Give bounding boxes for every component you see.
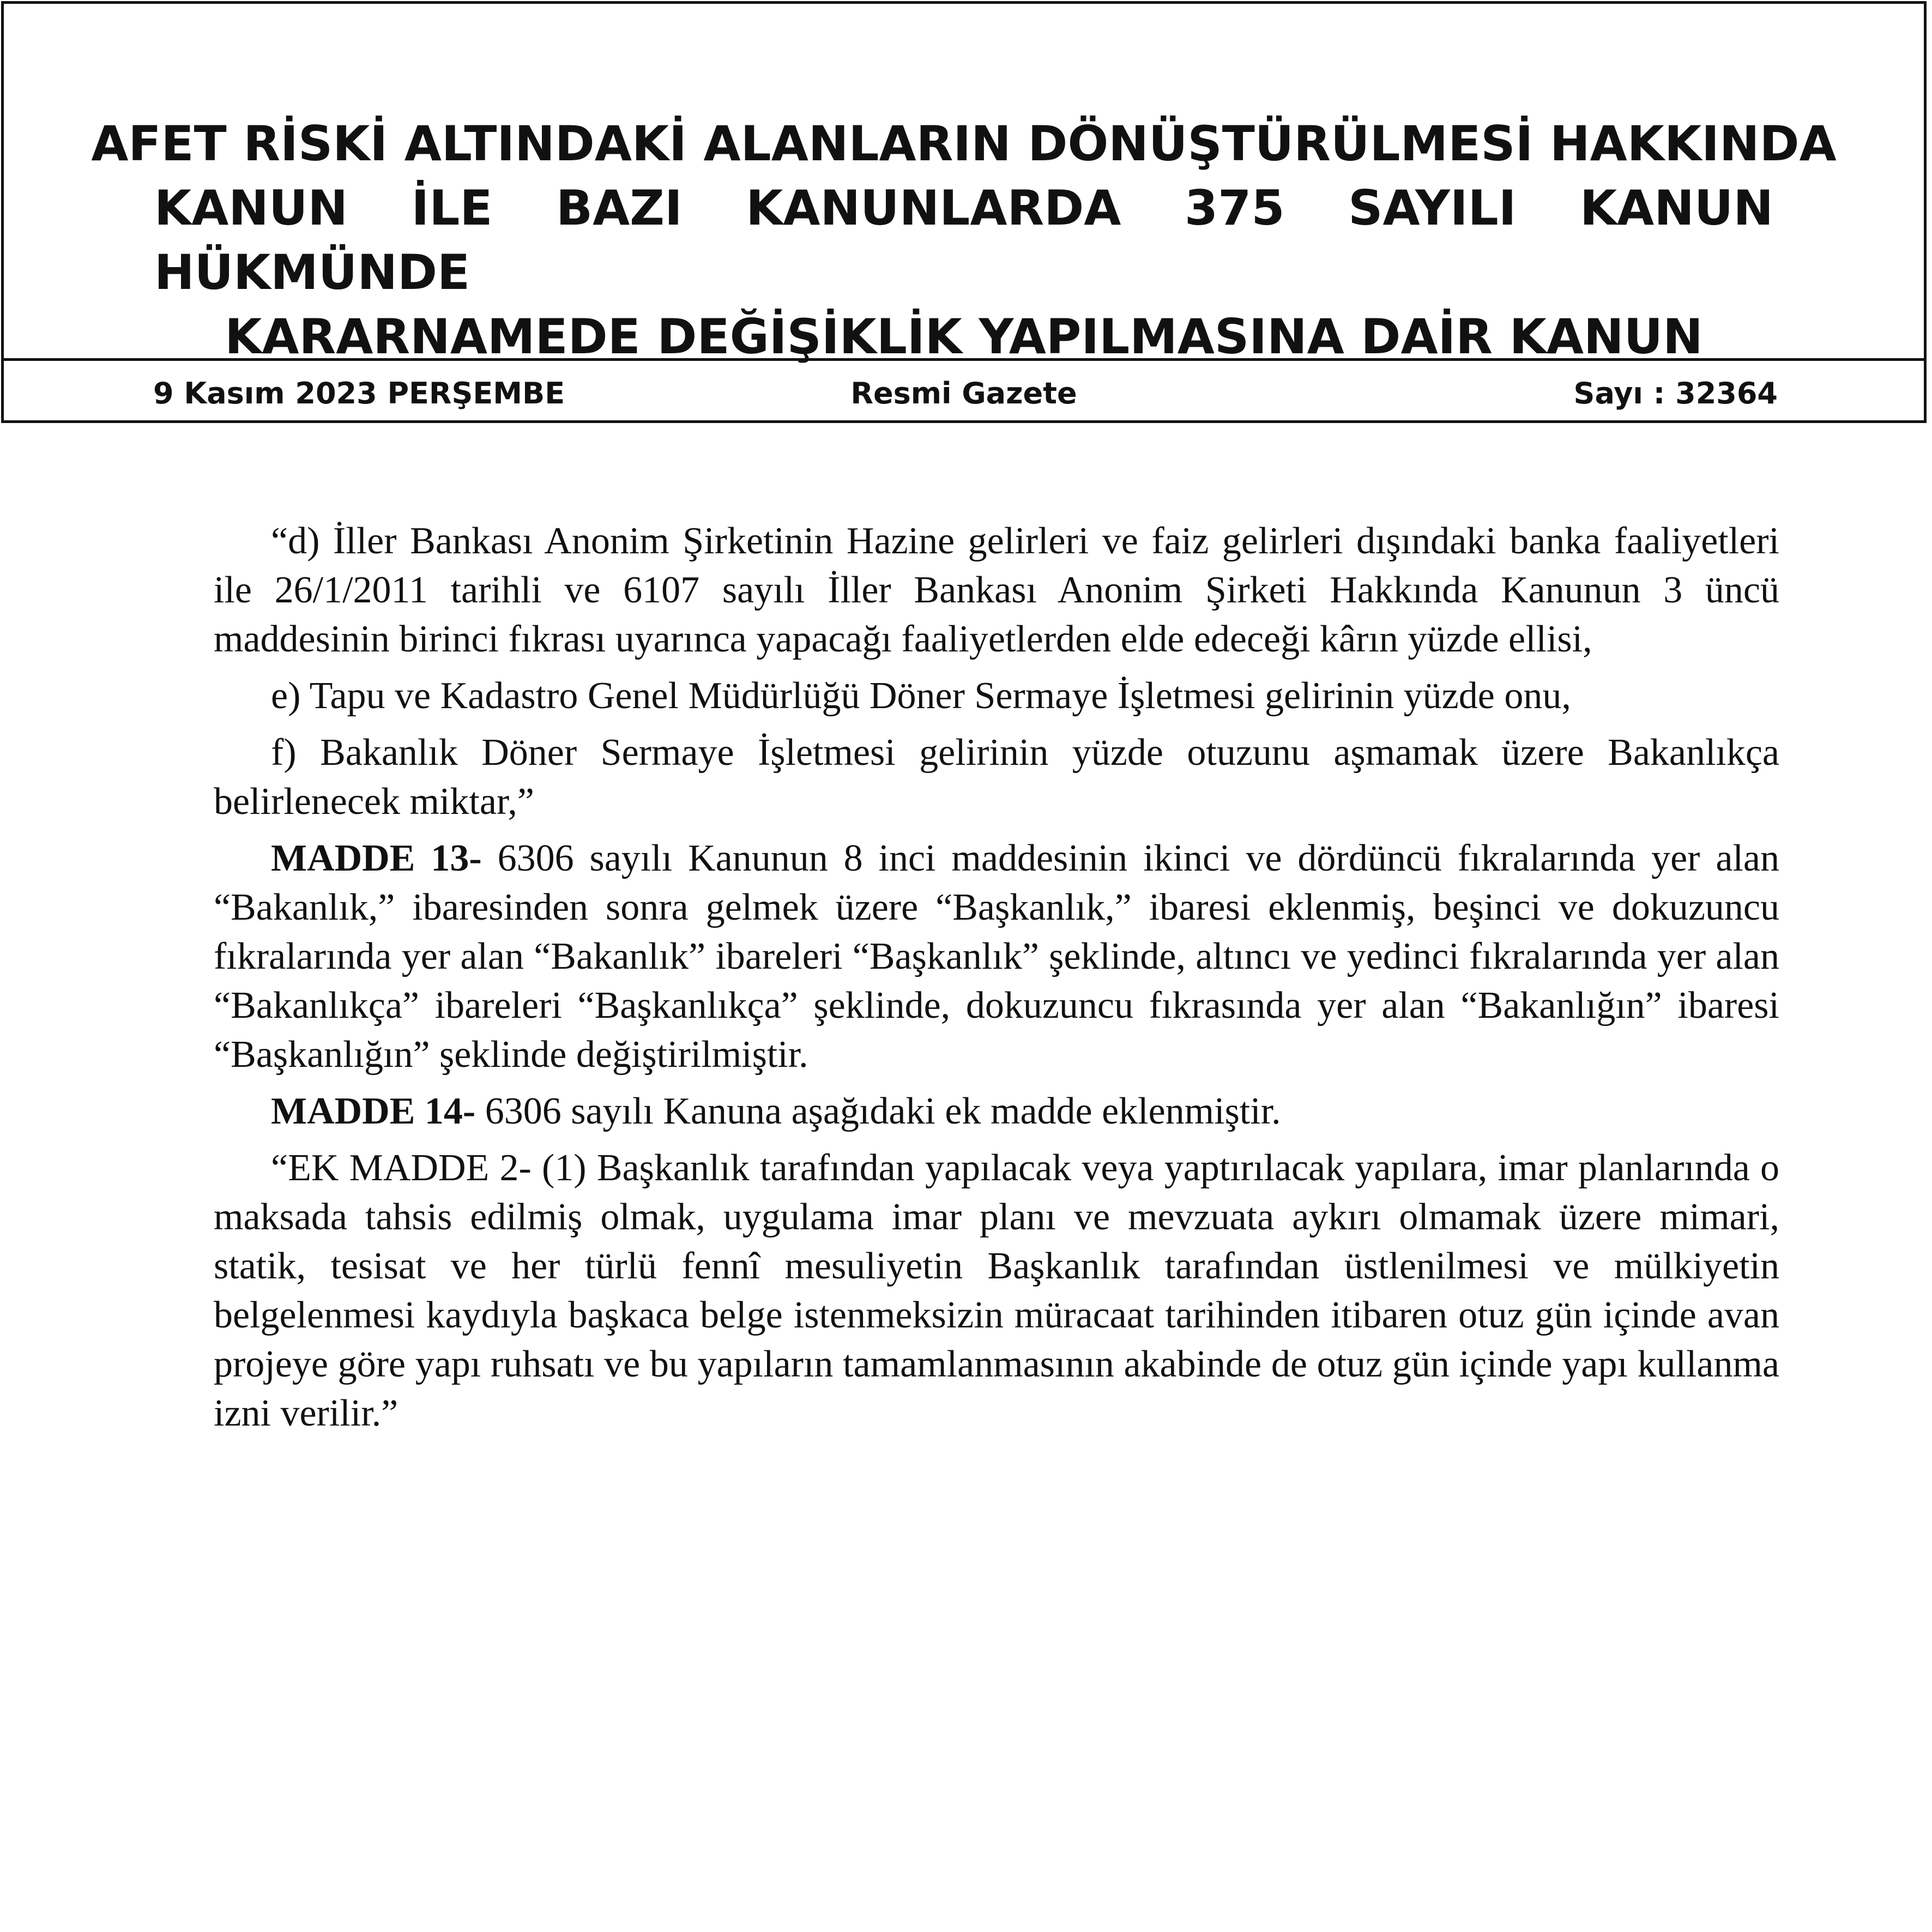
article-14-text: 6306 sayılı Kanuna aşağıdaki ek madde eklenmiştir. (475, 1090, 1281, 1132)
law-title (4, 112, 1924, 369)
law-title-line-3: KARARNAMEDE DEĞİŞİKLİK YAPILMASINA DAİR KANUN (225, 309, 1703, 365)
article-14-label: MADDE 14- (271, 1090, 476, 1132)
issue-number: Sayı : 32364 (1573, 376, 1778, 410)
gazette-info-bar (1, 361, 1927, 423)
paragraph-d: “d) İller Bankası Anonim Şirketinin Hazine gelirleri ve faiz gelirleri dışındaki banka faaliyetleri ile 26/1/2011 tarihli ve 6107 sayılı İller Bankası Anonim Şirketi Hakkında Kanunun 3 üncü maddesinin birinci fıkrası uyarınca yapacağı faaliyetlerden elde edeceği kârın yüzde ellisi, (214, 520, 1779, 660)
law-text (214, 517, 1779, 1446)
paragraph-e: e) Tapu ve Kadastro Genel Müdürlüğü Döner Sermaye İşletmesi gelirinin yüzde onu, (271, 675, 1571, 717)
article-13-text: 6306 sayılı Kanunun 8 inci maddesinin ikinci ve dördüncü fıkralarında yer alan “Bakanlık,” ibaresinden sonra gelmek üzere “Başkanlık,” ibaresi eklenmiş, beşinci ve dokuzuncu fıkralarında yer alan “Bakanlık” ibareleri “Başkanlık” şeklinde, altıncı ve yedinci fıkralarında yer alan “Bakanlıkça” ibareleri “Başkanlıkça” şeklinde, dokuzuncu fıkrasında yer alan “Bakanlığın” ibaresi “Başkanlığın” şeklinde değiştirilmiştir. (214, 837, 1779, 1076)
issue-date: 9 Kasım 2023 PERŞEMBE (153, 376, 565, 410)
paragraph-f: f) Bakanlık Döner Sermaye İşletmesi gelirinin yüzde otuzunu aşmamak üzere Bakanlıkça belirlenecek miktar,” (214, 732, 1779, 823)
law-title-line-2: KANUN İLE BAZI KANUNLARDA 375 SAYILI KANUN HÜKMÜNDE (154, 180, 1773, 300)
article-14 (214, 1087, 1779, 1136)
title-box (1, 1, 1927, 365)
law-title-line-1: AFET RİSKİ ALTINDAKİ ALANLARIN DÖNÜŞTÜRÜLMESİ HAKKINDA (91, 116, 1837, 172)
additional-article-2: “EK MADDE 2- (1) Başkanlık tarafından yapılacak veya yaptırılacak yapılara, imar planlarında o maksada tahsis edilmiş olmak, uygulama imar planı ve mevzuata aykırı olmamak üzere mimari, statik, tesisat ve her türlü fennî mesuliyetin Başkanlık tarafından üstlenilmesi ve mülkiyetin belgelenmesi kaydıyla başkaca belge istenmeksizin müracaat tarihinden itibaren otuz gün içinde avan projeye göre yapı ruhsatı ve bu yapıların tamamlanmasının akabinde de otuz gün içinde yapı kullanma izni verilir.” (214, 1147, 1779, 1434)
article-13-label: MADDE 13- (271, 837, 482, 879)
publication-name: Resmi Gazete (850, 376, 1077, 410)
article-13 (214, 834, 1779, 1079)
